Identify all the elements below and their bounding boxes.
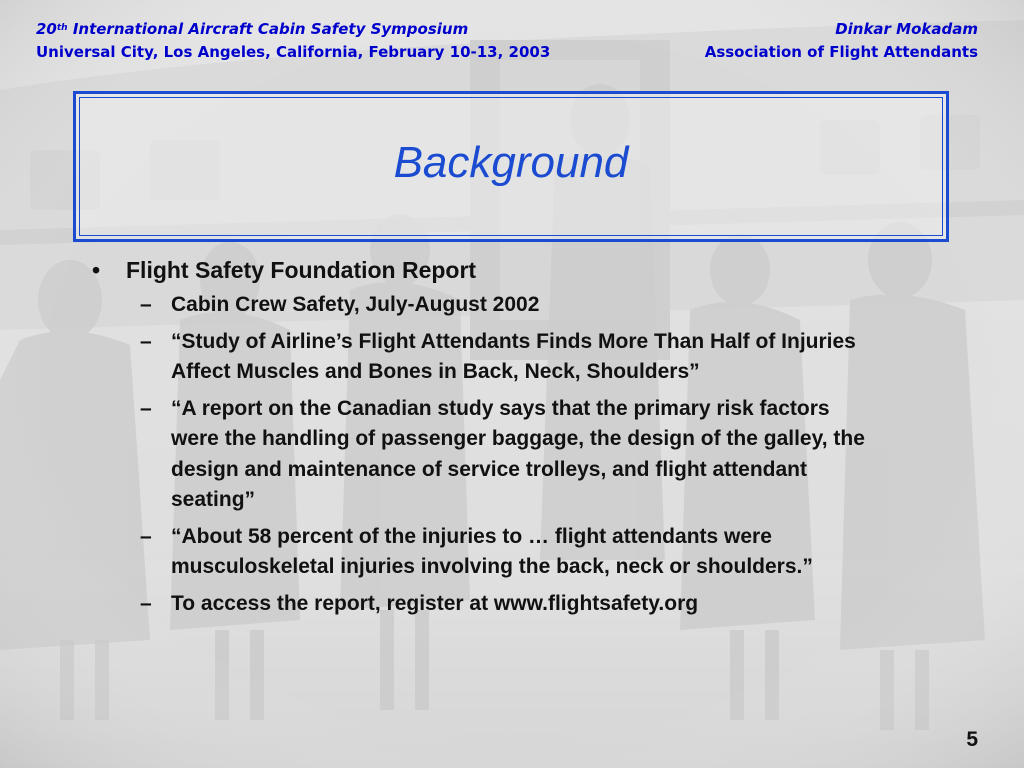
sub-bullet-text: Cabin Crew Safety, July-August 2002 (171, 293, 540, 316)
presenter-header (705, 18, 978, 64)
main-bullet-text: Flight Safety Foundation Report (126, 257, 477, 283)
dash-icon: – (140, 293, 152, 316)
symposium-location-date: Universal City, Los Angeles, California, February 10-13, 2003 (36, 43, 551, 61)
sub-bullet-item (92, 394, 871, 516)
sub-bullet-list (92, 290, 952, 619)
title-frame (73, 91, 949, 242)
presenter-name: Dinkar Mokadam (835, 20, 978, 38)
sub-bullet-item (92, 522, 871, 583)
dash-icon: – (140, 591, 152, 615)
presenter-organization: Association of Flight Attendants (704, 43, 978, 61)
main-bullet (92, 254, 952, 286)
sub-bullet-text: “About 58 percent of the injuries to … flight attendants were musculoskeletal injuries involving the back, neck or shoulders.” (171, 524, 813, 578)
symposium-name: International Aircraft Cabin Safety Symposium (67, 20, 469, 38)
symposium-header (36, 18, 550, 64)
sub-bullet-text: “Study of Airline’s Flight Attendants Finds More Than Half of Injuries Affect Muscles and Bones in Back, Neck, Shoulders” (171, 329, 856, 383)
slide-body (92, 254, 952, 625)
sub-bullet-item (92, 327, 871, 388)
page-number: 5 (966, 728, 978, 751)
dash-icon: – (140, 329, 152, 353)
dash-icon: – (140, 396, 152, 420)
dash-icon: – (140, 524, 152, 548)
slide-title: Background (393, 138, 629, 187)
symposium-ordinal-suffix: th (56, 23, 68, 33)
symposium-title (36, 18, 550, 41)
sub-bullet-text: “A report on the Canadian study says that the primary risk factors were the handling of passenger baggage, the design of the galley, the design and maintenance of service trolleys, and flight attendant seating” (171, 396, 865, 511)
sub-bullet-item (92, 589, 871, 620)
bullet-icon: • (92, 257, 101, 283)
sub-bullet-text: To access the report, register at www.flightsafety.org (171, 591, 699, 615)
sub-bullet-item (92, 290, 871, 321)
symposium-ordinal-number: 20 (36, 20, 57, 38)
